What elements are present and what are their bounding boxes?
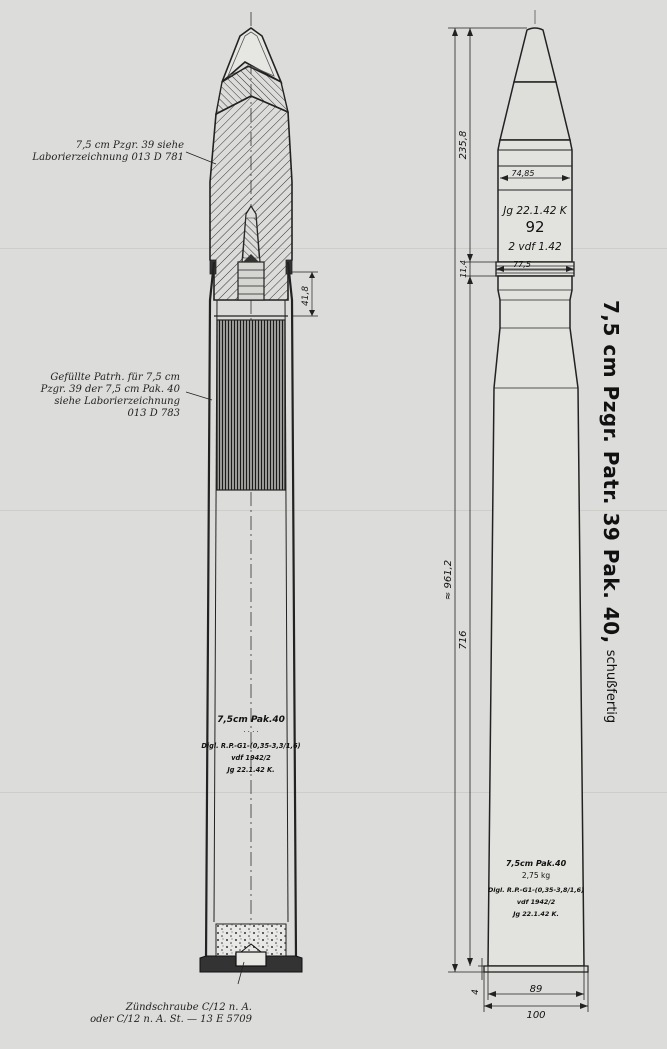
dim-dia-upper: 74,85 bbox=[511, 169, 535, 178]
dim-overall: ≈ 961,2 bbox=[443, 559, 454, 601]
cartridge-exterior-view bbox=[443, 10, 588, 1021]
callout-charge-line4: 013 D 783 bbox=[127, 408, 180, 419]
callout-charge-line2: Pzgr. 39 der 7,5 cm Pak. 40 bbox=[40, 384, 180, 395]
cartridge-section-view bbox=[186, 12, 318, 984]
band-stamp-1: Jg 22.1.42 K bbox=[503, 205, 567, 217]
drawing-title bbox=[589, 300, 633, 740]
exterior-stamp-line1: Digl. R.P.-G1-(0,35-3,8/1,6) bbox=[487, 886, 585, 894]
leader-charge bbox=[186, 392, 212, 400]
drawing-title-subtitle: schußfertig bbox=[603, 649, 619, 724]
band-stamp-2: 92 bbox=[525, 218, 545, 236]
case-stamp-line3: Jg 22.1.42 K. bbox=[227, 766, 275, 774]
exterior-ballistic-cap bbox=[514, 28, 556, 82]
dim-band: 11,4 bbox=[459, 260, 468, 278]
callout-primer-line1: Zündschraube C/12 n. A. bbox=[125, 1002, 252, 1013]
exterior-stamp-line2: vdf 1942/2 bbox=[516, 898, 556, 906]
case-wall-right bbox=[288, 262, 296, 960]
dim-41-8: 41,8 bbox=[301, 285, 311, 306]
propellant-charge bbox=[217, 320, 285, 490]
dim-dia-case: 89 bbox=[529, 984, 543, 995]
dim-dia-rim: 100 bbox=[526, 1010, 546, 1021]
callout-charge-line1: Gefüllte Patrh. für 7,5 cm bbox=[50, 372, 180, 383]
dim-case: 716 bbox=[458, 630, 469, 650]
callout-charge-line3: siehe Laborierzeichnung bbox=[54, 396, 180, 407]
callout-projectile-line1: 7,5 cm Pzgr. 39 siehe bbox=[75, 140, 184, 151]
exterior-stamp-weight: 2,75 kg bbox=[521, 871, 551, 880]
exterior-rim bbox=[484, 966, 588, 972]
primer bbox=[236, 952, 266, 966]
callout-primer-line2: oder C/12 n. A. St. — 13 E 5709 bbox=[90, 1014, 252, 1025]
case-wall-left bbox=[206, 262, 214, 960]
callout-projectile-line2: Laborierzeichnung 013 D 781 bbox=[32, 152, 184, 163]
case-stamp-dots: · · · · bbox=[243, 728, 259, 736]
callout-primer bbox=[30, 1002, 252, 1026]
drawing-title-main: 7,5 cm Pzgr. Patr. 39 Pak. 40, bbox=[599, 300, 623, 644]
callout-projectile bbox=[4, 140, 184, 164]
igniter-charge bbox=[216, 924, 286, 956]
case-stamp-title: 7,5cm Pak.40 bbox=[217, 715, 285, 725]
exterior-ap-cap bbox=[500, 82, 570, 140]
exterior-stamp-line3: Jg 22.1.42 K. bbox=[513, 910, 559, 918]
dim-rim: 4 bbox=[471, 989, 481, 995]
exterior-stamp-title: 7,5cm Pak.40 bbox=[505, 859, 567, 868]
dim-dia-band: 77,5 bbox=[513, 260, 531, 269]
case-stamp-line2: vdf 1942/2 bbox=[231, 754, 271, 762]
dim-projectile: 235,8 bbox=[458, 130, 469, 160]
callout-charge bbox=[4, 372, 180, 420]
band-stamp-3: 2 vdf 1.42 bbox=[508, 241, 562, 253]
case-stamp-line1: Digl. R.P.-G1-(0,35-3,3/1,6) bbox=[201, 742, 301, 750]
